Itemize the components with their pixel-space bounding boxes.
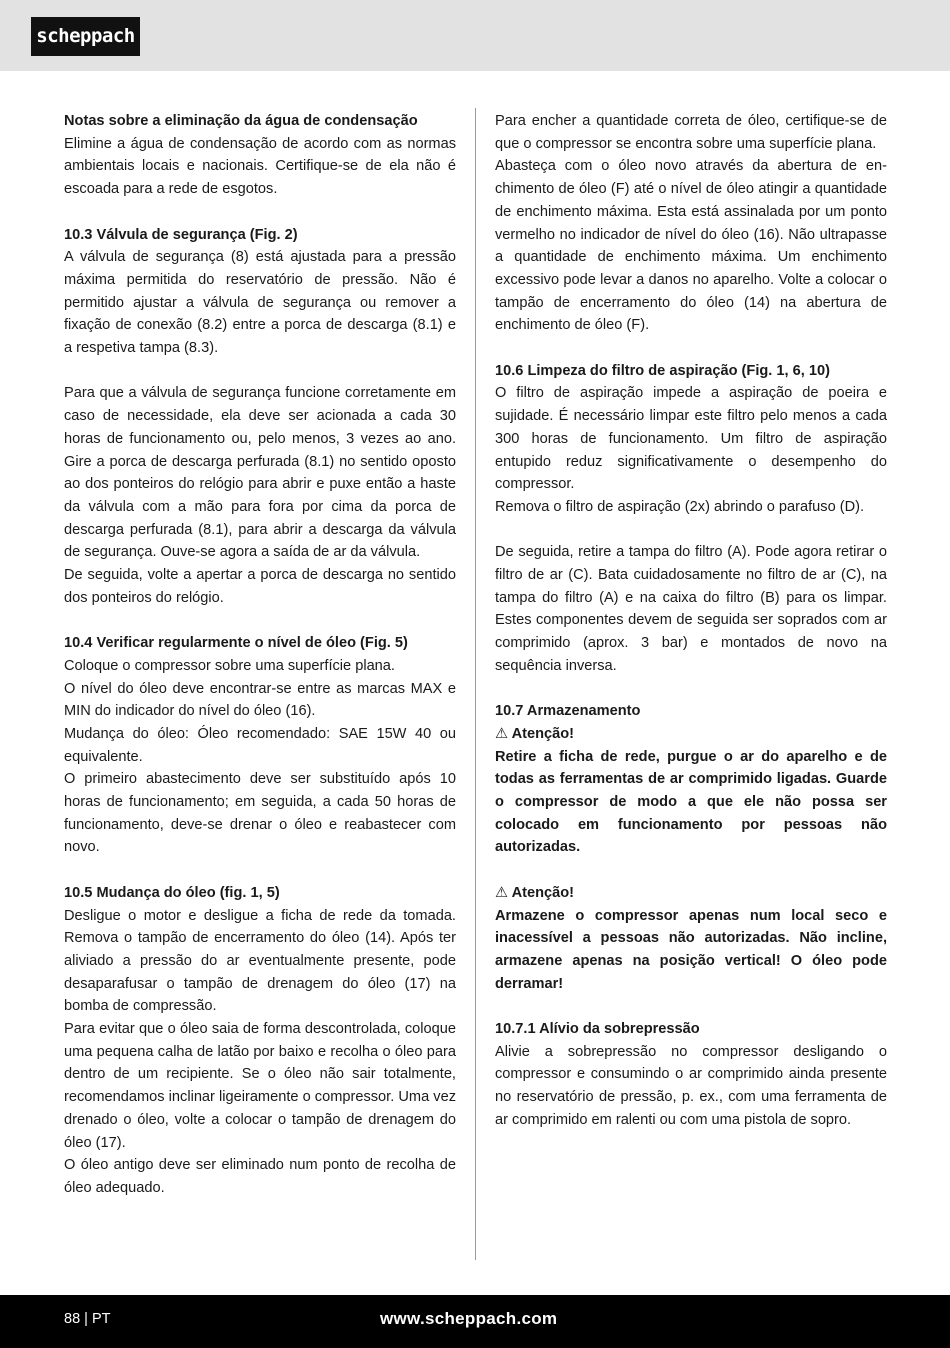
section-heading: ⚠ Atenção! xyxy=(495,884,575,901)
footer-bar xyxy=(0,1295,950,1348)
body-paragraph: Abasteça com o óleo novo através da abertura de enchimento de óleo (F) até o nível de óleo atingir a quantidade de enchimento máxima. Esta está assinalada por um ponto vermelho no indicador de nível do óleo (16). Não ultrapasse a quantidade de enchimento máxima. Um enchimento excessivo pode levar a danos no aparelho. Volte a colocar o tampão de encerramento do óleo (14) na abertura de enchimento de óleo (F). xyxy=(495,158,887,334)
paragraph-gap xyxy=(495,995,887,1018)
body-paragraph: Para encher a quantidade correta de óleo, certifique-se de que o compressor se encontra sobre uma superfície plana. xyxy=(495,113,887,152)
body-paragraph: Desligue o motor e desligue a ficha de rede da tomada. Remova o tampão de encerramento do óleo (14). Após ter aliviado a pressão do ar eventualmente presente, pode desaparafusar o tampão de drenagem do óleo (17) na bomba de compressão. xyxy=(64,907,456,1015)
page-number: 88 | PT xyxy=(64,1311,111,1327)
section-heading: 10.3 Válvula de segurança (Fig. 2) xyxy=(64,226,298,243)
paragraph-gap xyxy=(495,859,887,882)
section-heading: 10.7.1 Alívio da sobrepressão xyxy=(495,1021,700,1038)
section-heading: 10.7 Armazenamento xyxy=(495,703,641,720)
body-paragraph: Elimine a água de condensação de acordo com as normas ambientais locais e nacionais. Certifique-se de ela não é escoada para a rede de esgotos. xyxy=(64,135,456,198)
header-bar xyxy=(0,0,950,71)
section-heading: 10.5 Mudança do óleo (fig. 1, 5) xyxy=(64,884,280,901)
section-heading: 10.4 Verificar regularmente o nível de óleo (Fig. 5) xyxy=(64,635,408,652)
body-paragraph: Coloque o compressor sobre uma superfície plana. xyxy=(64,657,395,674)
paragraph-gap xyxy=(64,201,456,224)
right-column xyxy=(495,110,887,1132)
website-url[interactable]: www.scheppach.com xyxy=(380,1309,558,1328)
warning-text: Retire a ficha de rede, purgue o ar do aparelho e de todas as ferramentas de ar comprimido ligadas. Guarde o compressor de modo a que ele não possa ser colocado em funcionamento por pessoas não autorizadas. xyxy=(495,748,887,856)
body-paragraph: De seguida, retire a tampa do filtro (A). Pode agora retirar o filtro de ar (C). Bata cuidadosamente no filtro de ar (C), na tampa do filtro (A) e na caixa do filtro (B) para os limpar. Estes componentes devem de seguida ser soprados com ar comprimido (aprox. 3 bar) e montados de novo na sequência inversa. xyxy=(495,544,887,674)
body-paragraph: Remova o filtro de aspiração (2x) abrindo o parafuso (D). xyxy=(495,498,865,515)
warning-text: Armazene o compressor apenas num local seco e inacessível a pessoas não autorizadas. Não incline, armazene apenas na posição vertical! O óleo pode derramar! xyxy=(495,907,887,992)
body-paragraph: Para que a válvula de segurança funcione corretamente em caso de necessidade, ela deve ser acionada a cada 30 horas de funcionamento ou, pelo menos, 3 vezes ao ano. Gire a porca de descarga perfurada (8.1) no sentido oposto ao dos ponteiros do relógio para abrir e puxe então a haste da válvula com a mão para fora por cima da porca de descarga perfurada (8.1), para abrir a descarga da válvula de segurança. Ouve-se agora a saída de ar da válvula. xyxy=(64,385,456,561)
section-heading: ⚠ Atenção! xyxy=(495,725,575,742)
section-heading: Notas sobre a eliminação da água de condensação xyxy=(64,113,418,129)
column-divider xyxy=(475,108,476,1260)
body-paragraph: O óleo antigo deve ser eliminado num ponto de recolha de óleo adequado. xyxy=(64,1157,456,1196)
left-column xyxy=(64,110,456,1200)
section-heading: 10.6 Limpeza do filtro de aspiração (Fig. 1, 6, 10) xyxy=(495,362,830,379)
body-paragraph: Alivie a sobrepressão no compressor desligando o compressor e consumindo o ar comprimido ainda presente no reservatório de pressão, p. ex., com uma ferramenta de ar comprimido em ralenti ou com uma pistola de sopro. xyxy=(495,1043,887,1128)
body-paragraph: Para evitar que o óleo saia de forma descontrolada, coloque uma pequena calha de latão por baixo e recolha o óleo para dentro de um recipiente. Se o óleo não sair totalmente, recomendamos inclinar ligeiramente o compressor. Uma vez drenado o óleo, volte a colocar o tampão de drenagem do óleo (17). xyxy=(64,1021,456,1151)
paragraph-gap xyxy=(64,859,456,882)
brand-logo: scheppach xyxy=(31,17,140,56)
paragraph-gap xyxy=(495,519,887,542)
paragraph-gap xyxy=(64,360,456,383)
body-paragraph: A válvula de segurança (8) está ajustada para a pressão máxima permitida do reservatório de pressão. Não é permitido ajustar a válvula de segurança ou remover a fixação de conexão (8.2) entre a porca de descarga (8.1) e a respetiva tampa (8.3). xyxy=(64,249,456,357)
body-paragraph: O primeiro abastecimento deve ser substituído após 10 horas de funcionamento; em seguida, a cada 50 horas de funcionamento, deve-se drenar o óleo e reabastecer com novo. xyxy=(64,771,456,856)
paragraph-gap xyxy=(495,337,887,360)
paragraph-gap xyxy=(64,609,456,632)
body-paragraph: De seguida, volte a apertar a porca de descarga no sentido dos ponteiros do relógio. xyxy=(64,567,456,606)
paragraph-gap xyxy=(495,678,887,701)
body-paragraph: O filtro de aspiração impede a aspiração de poeira e sujidade. É necessário limpar este filtro pelo menos a cada 300 horas de funcionamento. Um filtro de aspiração entupido reduz significativamente o desempenho do compressor. xyxy=(495,385,887,493)
body-paragraph: O nível do óleo deve encontrar-se entre as marcas MAX e MIN do indicador do nível do óleo (16). xyxy=(64,680,456,720)
body-paragraph: Mudança do óleo: Óleo recomendado: SAE 15W 40 ou equivalente. xyxy=(64,725,456,765)
